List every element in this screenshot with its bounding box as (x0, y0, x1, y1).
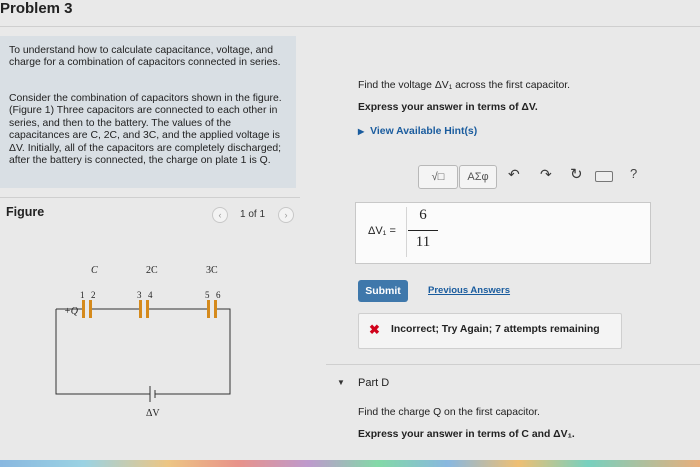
redo-icon[interactable]: ↷ (540, 166, 552, 182)
plate-2-label: 2 (91, 290, 96, 300)
greek-label: ΑΣφ (467, 171, 489, 183)
reset-icon[interactable]: ↻ (570, 166, 583, 183)
answer-numerator: 6 (419, 207, 427, 223)
intro-paragraph-2: Consider the combination of capacitors shown in the figure.(Figure 1) Three capacitors are connected to each other in series, and then to the battery. The values of the capacitances are C, 2C, and 3C, and the applied voltage is ΔV. Initially, all of the capacitors are completely discharged; after the battery is connected, the charge on plate 1 is Q. (9, 93, 282, 167)
answer-input[interactable] (355, 202, 651, 264)
chevron-left-icon[interactable]: ‹ (212, 207, 228, 223)
plate-4-label: 4 (148, 290, 153, 300)
figure-pager: 1 of 1 (240, 209, 266, 220)
capacitor-2 (139, 300, 149, 318)
plate-3-label: 3 (137, 290, 142, 300)
feedback-box (358, 313, 622, 349)
plate-5-label: 5 (205, 290, 210, 300)
figure-label: Figure (6, 205, 45, 219)
intro-paragraph-1: To understand how to calculate capacitance, voltage, and charge for a combination of capacitors connected in series. (9, 45, 281, 69)
answer-label: ΔV₁ = (368, 225, 396, 237)
plate-1-label: 1 (80, 290, 85, 300)
plate-6-label: 6 (216, 290, 221, 300)
template-label: √□ (431, 171, 445, 183)
view-hints-link[interactable] (358, 126, 477, 137)
charge-label: +Q (64, 306, 78, 317)
triangle-down-icon[interactable]: ▼ (337, 378, 345, 387)
figure-divider (0, 197, 300, 198)
submit-button[interactable]: Submit (358, 280, 408, 302)
capacitor-3-label: 3C (206, 265, 218, 276)
capacitor-1-label: C (91, 265, 98, 276)
taskbar-strip (0, 460, 700, 467)
question-instruction: Express your answer in terms of ΔV. (358, 102, 538, 113)
problem-intro (0, 36, 296, 188)
fraction-bar (408, 230, 438, 231)
capacitor-circuit-diagram (48, 252, 248, 422)
triangle-right-icon: ▶ (358, 127, 365, 136)
x-icon: ✖ (369, 322, 380, 337)
input-cursor-divider (406, 207, 407, 257)
page-title: Problem 3 (0, 0, 73, 17)
keyboard-icon[interactable] (595, 171, 613, 182)
circuit-wire (56, 309, 230, 394)
help-button[interactable]: ? (630, 166, 638, 181)
battery (146, 386, 158, 402)
greek-symbols-button[interactable] (459, 165, 497, 189)
undo-icon[interactable]: ↶ (508, 166, 520, 182)
capacitor-1 (82, 300, 92, 318)
part-d-prompt: Find the charge Q on the first capacitor. (358, 407, 540, 418)
view-hints-label: View Available Hint(s) (370, 126, 478, 137)
part-d-divider (326, 364, 700, 365)
capacitor-3 (207, 300, 217, 318)
capacitor-2-label: 2C (146, 265, 158, 276)
question-prompt: Find the voltage ΔV₁ across the first capacitor. (358, 80, 571, 91)
answer-denominator: 11 (415, 234, 431, 250)
feedback-text: Incorrect; Try Again; 7 attempts remaining (391, 324, 600, 335)
part-d-title[interactable]: Part D (358, 377, 390, 389)
previous-answers-link[interactable]: Previous Answers (428, 285, 511, 296)
template-button[interactable] (418, 165, 458, 189)
part-d-instruction: Express your answer in terms of C and ΔV₁. (358, 429, 575, 440)
header-divider (0, 26, 700, 27)
battery-label: ΔV (146, 408, 160, 419)
chevron-right-icon[interactable]: › (278, 207, 294, 223)
